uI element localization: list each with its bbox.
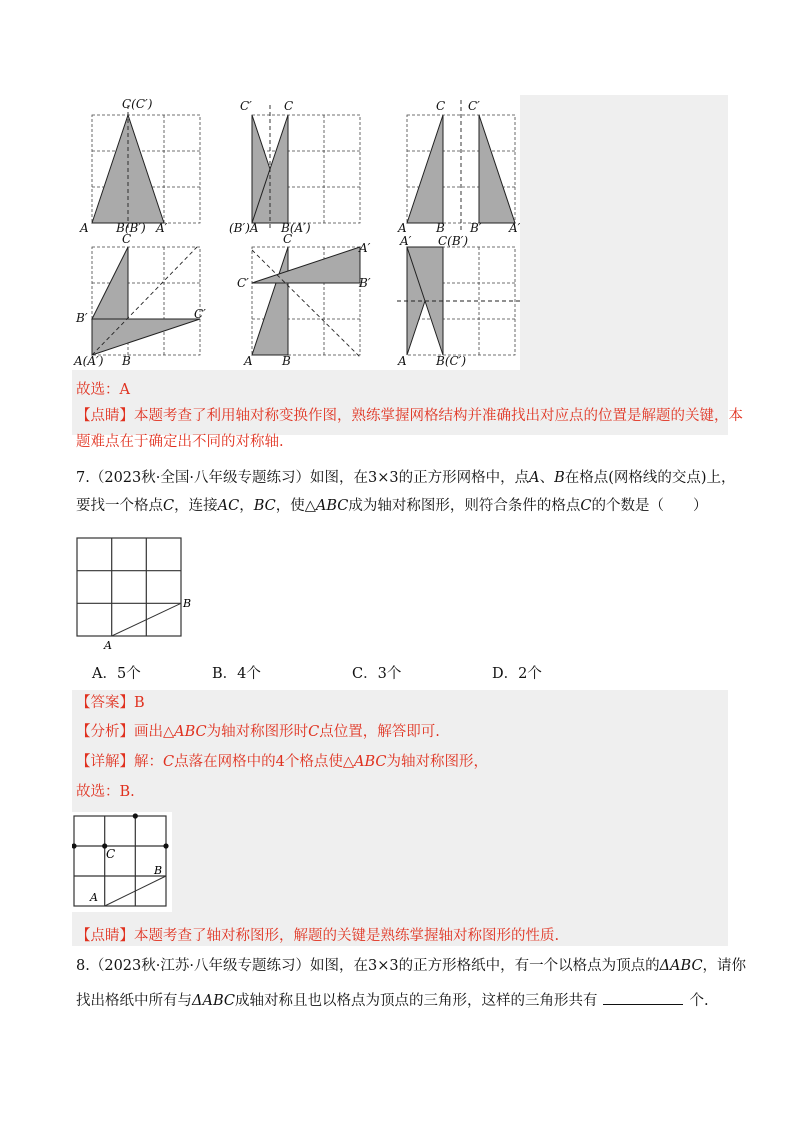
q7-stem-text: 如图，在3×3的正方形网格中，点 — [309, 470, 530, 486]
p6-label-a: A — [398, 354, 407, 368]
q7-stem-line2 — [76, 496, 707, 516]
q7-analysis-b: 为轴对称图形时 — [206, 724, 309, 740]
q7-tri-abc: ABC — [315, 498, 349, 514]
q8-source: （2023秋·江苏·八年级专题练习） — [89, 958, 310, 974]
p6-label-a2: A′ — [400, 234, 412, 248]
q6-comment-line1 — [76, 406, 743, 426]
q8-tri2: ΔABC — [192, 993, 235, 1009]
p5-label-c2: C′ — [237, 276, 249, 290]
p3-label-a2: A′ — [509, 221, 520, 235]
p2-label-ba2: B(A′) — [281, 221, 311, 235]
q7-stem-line1 — [76, 468, 736, 488]
q7-point-b: B — [554, 470, 565, 486]
p1-label-a2: A′ — [156, 221, 168, 235]
q7-stem-text6: 成为轴对称图形，则符合条件的格点 — [348, 498, 581, 514]
q7-stem-text3: 要找一个格点 — [76, 498, 163, 514]
p2-label-c: C — [284, 99, 294, 113]
q7-analysis-abc: ABC — [174, 724, 207, 740]
p3-label-c: C — [436, 99, 446, 113]
q7-analysis-a: 画出△ — [134, 724, 175, 740]
q7-sol-label-a: A — [90, 891, 98, 904]
q8-stem-a: 如图，在 — [309, 958, 368, 974]
q7-comma: ， — [239, 498, 254, 514]
q7-analysis-tag: 【分析】 — [76, 724, 134, 740]
q7-detail-a: 解： — [134, 754, 163, 770]
q7-detail-c: C — [163, 754, 175, 770]
p5-label-b: B — [282, 354, 291, 368]
q7-sol-label-c: C — [106, 847, 116, 861]
q7-sol-label-b: B — [154, 864, 163, 877]
q6-choice: 故选：A — [76, 382, 130, 398]
p3-label-c2: C′ — [468, 99, 480, 113]
q7-stem-text7: 的个数是（ ） — [591, 498, 708, 514]
q8-grid-size: 3×3 — [367, 958, 399, 974]
q7-detail-line — [76, 752, 488, 772]
p5-label-c: C — [283, 232, 293, 246]
q7-sep: 、 — [539, 470, 555, 486]
q7-fig-label-b: B — [183, 597, 192, 610]
q8-stem-line2 — [76, 990, 709, 1011]
p4-label-aa2: A(A′) — [74, 354, 104, 368]
p1-label-c: C(C′) — [122, 97, 153, 111]
q7-analysis-c: C — [308, 724, 320, 740]
p4-label-c2: C′ — [194, 307, 206, 321]
q8-stem-e: 成轴对称且也以格点为顶点的三角形，这样的三角形共有 — [234, 993, 598, 1009]
q7-seg-ac: AC — [217, 498, 240, 514]
q7-comment-tag: 【点睛】 — [76, 928, 134, 944]
q7-detail-abc: ABC — [354, 754, 387, 770]
p3-label-b2: B′ — [470, 221, 482, 235]
q7-answer-line — [76, 693, 145, 713]
q7-option-c[interactable]: C．3个 — [352, 666, 402, 682]
q7-comment: 本题考查了轴对称图形，解题的关键是熟练掌握轴对称图形的性质. — [134, 928, 560, 944]
p2-label-b2a: (B′)A — [229, 221, 259, 235]
p5-label-b2: B′ — [359, 276, 371, 290]
q8-stem-d: 找出格纸中所有与 — [76, 993, 192, 1009]
q7-choice: 故选：B. — [76, 784, 135, 800]
q8-answer-blank[interactable] — [603, 990, 683, 1005]
q6-comment-text1: 本题考查了利用轴对称变换作图，熟练掌握网格结构并准确找出对应点的位置是解题的关键，本 — [134, 408, 743, 424]
q7-analysis-line — [76, 722, 440, 742]
q7-option-a[interactable]: A．5个 — [92, 666, 141, 682]
q7-point-a: A — [529, 470, 540, 486]
q7-detail-b: 点落在网格中的4个格点使△ — [174, 754, 354, 770]
q7-answer: B — [134, 695, 145, 711]
p5-label-a: A — [244, 354, 253, 368]
q7-option-b[interactable]: B．4个 — [212, 666, 261, 682]
q8-stem-b: 的正方形格纸中，有一个以格点为顶点的 — [398, 958, 660, 974]
q7-analysis-d: 点位置，解答即可. — [319, 724, 440, 740]
q7-detail-d: 为轴对称图形， — [386, 754, 488, 770]
q7-stem-text4: ，连接 — [174, 498, 218, 514]
q7-detail-tag: 【详解】 — [76, 754, 134, 770]
q7-fig-label-a: A — [104, 639, 112, 652]
q7-stem-text2: 在格点(网格线的交点)上， — [564, 470, 736, 486]
q8-stem-c: ，请你 — [702, 958, 747, 974]
p4-label-c: C — [122, 232, 132, 246]
q7-comment-line — [76, 926, 559, 946]
q7-point-c: C — [163, 498, 175, 514]
q7-point-c2: C — [580, 498, 592, 514]
q8-number: 8. — [76, 958, 90, 974]
q8-stem-f: 个. — [689, 993, 709, 1009]
p4-label-b: B — [122, 354, 131, 368]
q7-solution-figure — [72, 812, 172, 912]
q8-tri: ΔABC — [659, 958, 703, 974]
q7-stem-text5: ，使△ — [275, 498, 316, 514]
p1-label-a: A — [80, 221, 89, 235]
q7-source: （2023秋·全国·八年级专题练习） — [89, 470, 310, 486]
p3-label-b: B — [436, 221, 445, 235]
p6-label-bc2: B(C′) — [436, 354, 467, 368]
p2-label-c2: C′ — [240, 99, 252, 113]
p5-label-a2: A′ — [359, 241, 371, 255]
q7-grid-figure — [70, 532, 200, 652]
q7-seg-bc: BC — [253, 498, 276, 514]
p4-label-b2: B′ — [76, 311, 88, 325]
q7-answer-tag: 【答案】 — [76, 695, 134, 711]
q6-figure — [72, 95, 520, 370]
q7-option-d[interactable]: D．2个 — [492, 666, 542, 682]
p6-label-cb2: C(B′) — [438, 234, 469, 248]
q6-comment-tag: 【点睛】 — [76, 408, 134, 424]
p1-label-b: B(B′) — [116, 221, 146, 235]
q8-stem-line1 — [76, 956, 746, 976]
q6-comment-line2: 题难点在于确定出不同的对称轴. — [76, 434, 284, 450]
q7-number: 7. — [76, 470, 90, 486]
p3-label-a: A — [398, 221, 407, 235]
